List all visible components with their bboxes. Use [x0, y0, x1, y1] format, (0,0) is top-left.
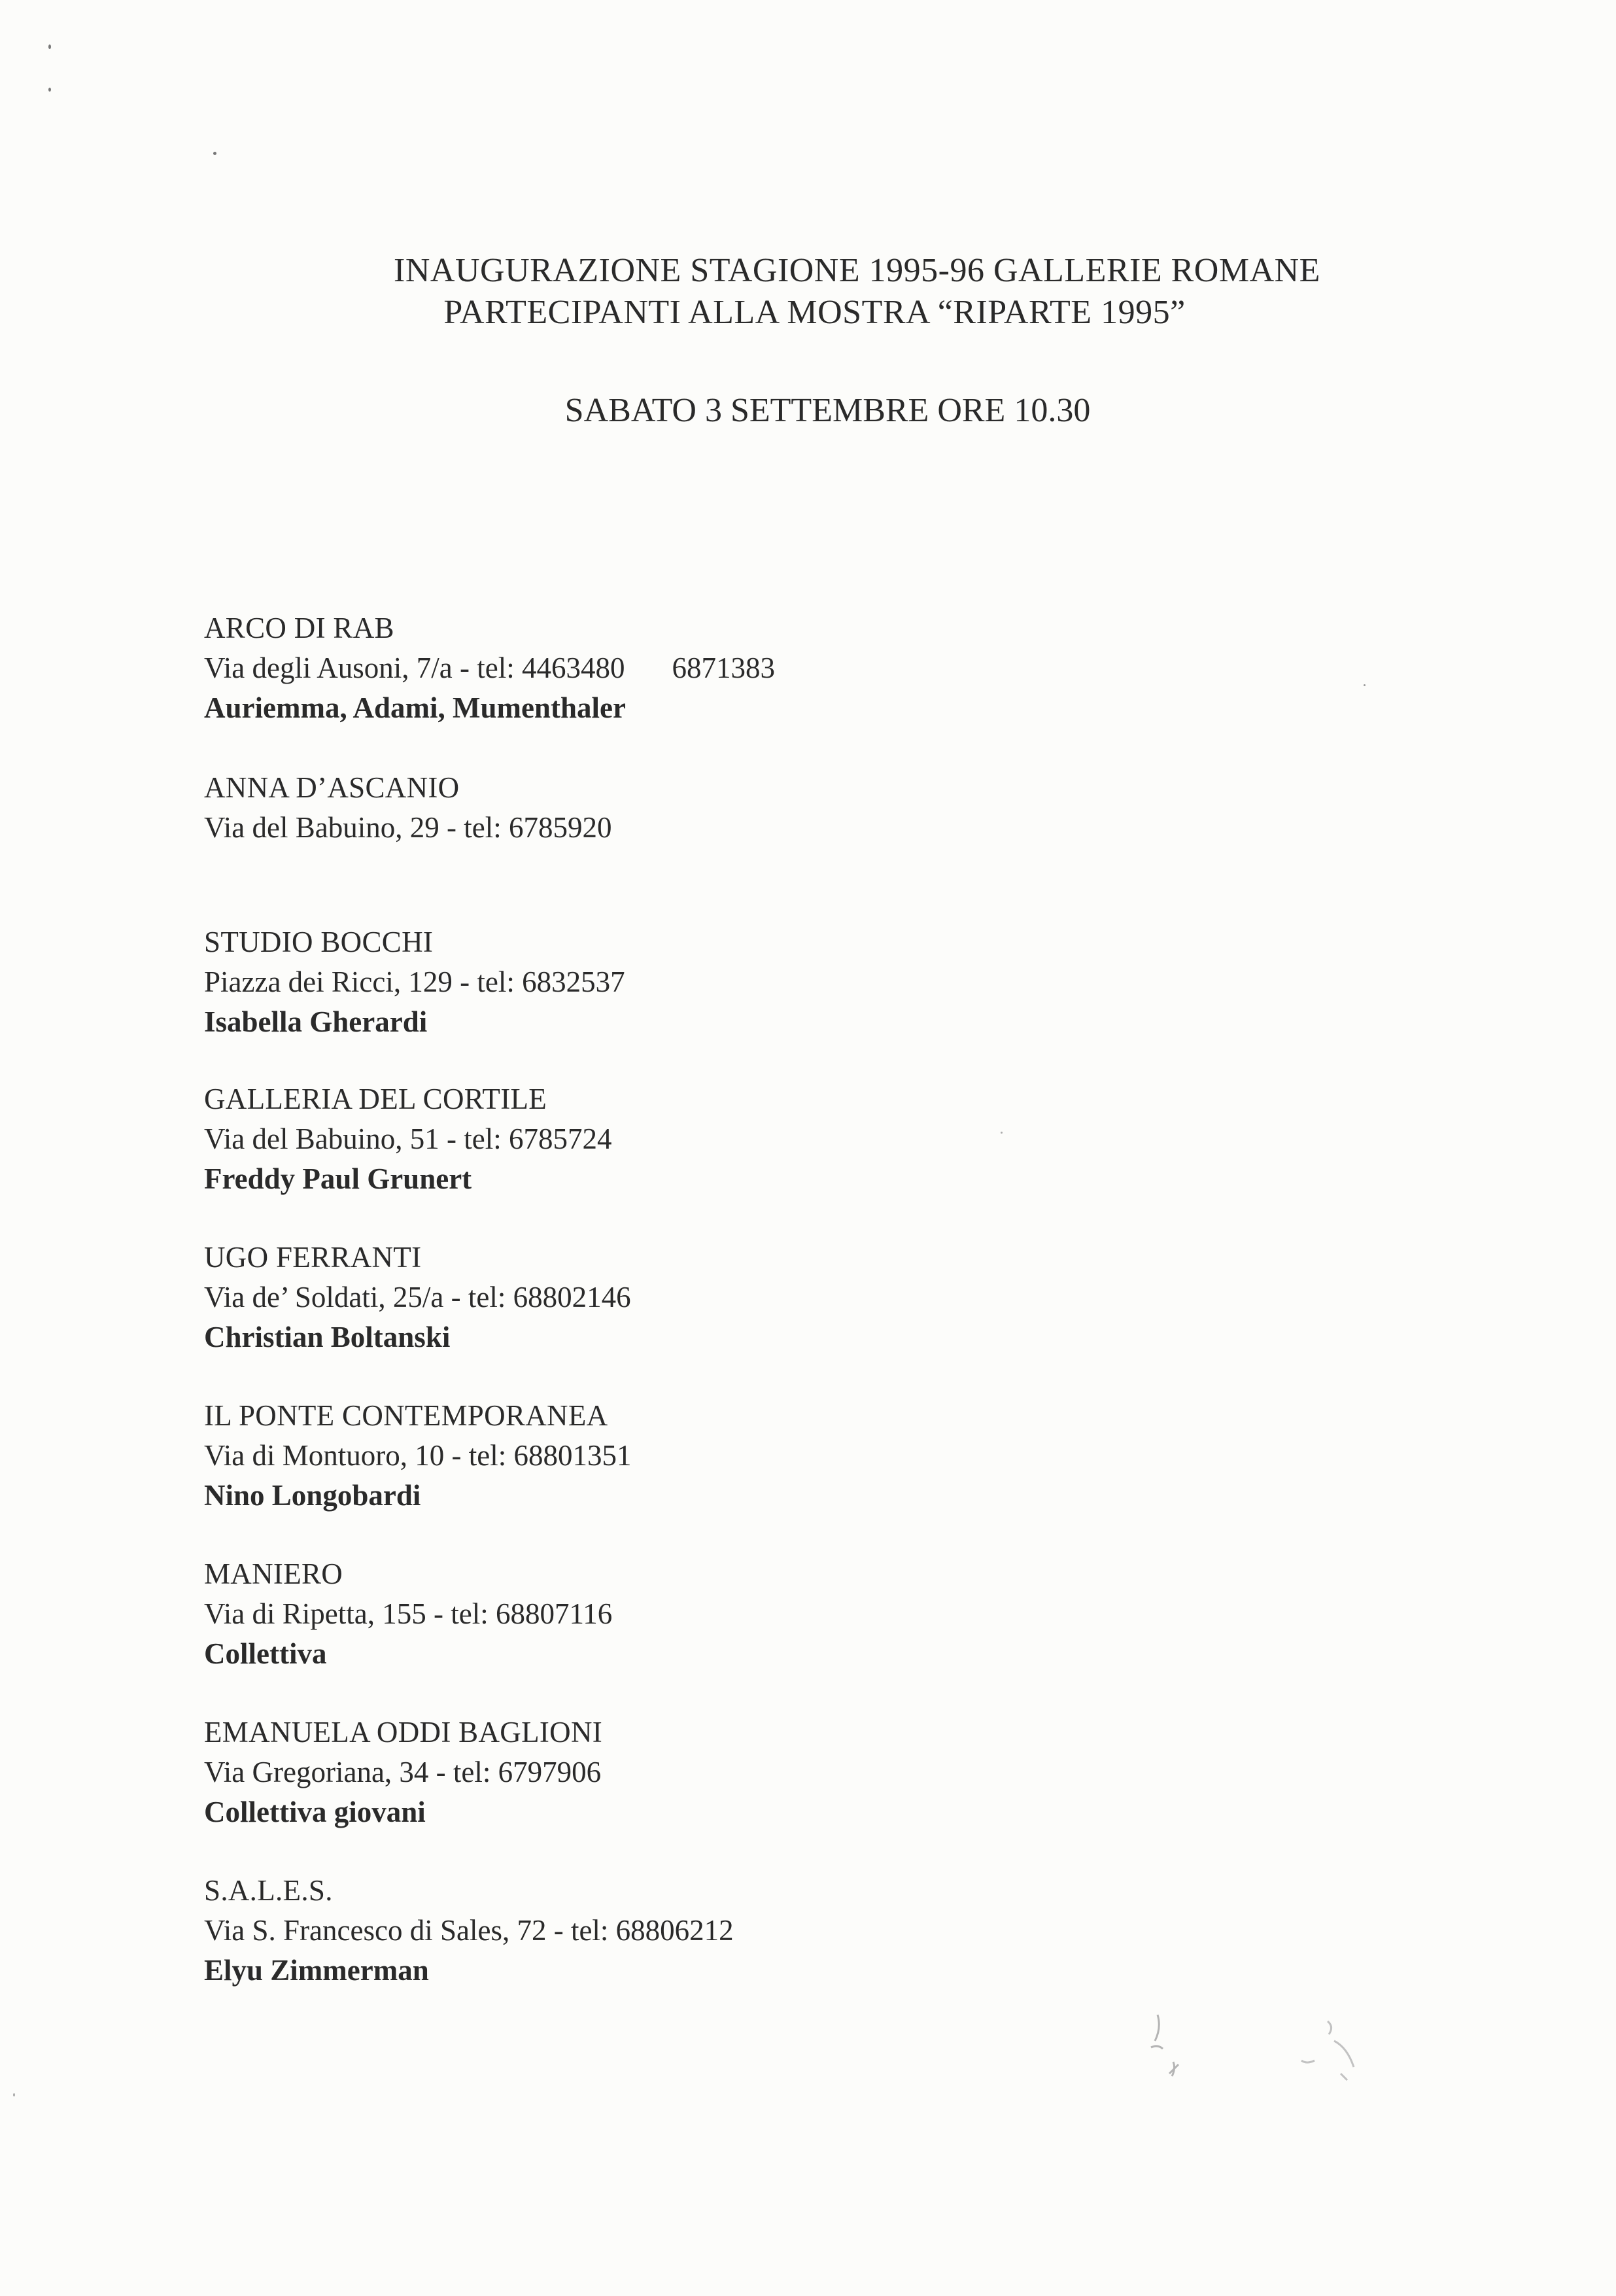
- gallery-entry: [204, 1238, 1250, 1357]
- gallery-artists: Collettiva: [204, 1637, 327, 1670]
- gallery-name: GALLERIA DEL CORTILE: [204, 1083, 547, 1115]
- gallery-artists: Isabella Gherardi: [204, 1005, 428, 1038]
- gallery-entry: [204, 922, 1250, 1042]
- scan-speck: [48, 44, 51, 49]
- gallery-artists: Collettiva giovani: [204, 1796, 426, 1828]
- gallery-entry: [204, 1871, 1250, 1991]
- gallery-extra-phone: 6871383: [672, 652, 775, 684]
- gallery-name: ARCO DI RAB: [204, 612, 394, 644]
- gallery-address: Via Gregoriana, 34 - tel: 6797906: [204, 1756, 602, 1788]
- gallery-artists: Nino Longobardi: [204, 1479, 421, 1512]
- gallery-entry: [204, 1079, 1250, 1199]
- scan-speck: [1364, 684, 1366, 686]
- gallery-entry: [204, 1396, 1250, 1516]
- gallery-entry: [204, 1713, 1250, 1832]
- document-header: [0, 250, 1616, 334]
- gallery-name: MANIERO: [204, 1557, 343, 1590]
- gallery-name: IL PONTE CONTEMPORANEA: [204, 1399, 608, 1432]
- event-date-line: SABATO 3 SETTEMBRE ORE 10.30: [564, 392, 1091, 429]
- gallery-name: ANNA D’ASCANIO: [204, 771, 460, 804]
- scan-speck: [48, 88, 51, 92]
- title-line-2: PARTECIPANTI ALLA MOSTRA “RIPARTE 1995”: [443, 294, 1186, 331]
- gallery-entry: [204, 768, 1250, 848]
- gallery-artists: Christian Boltanski: [204, 1321, 451, 1353]
- gallery-address: Piazza dei Ricci, 129 - tel: 6832537: [204, 965, 625, 998]
- gallery-name: STUDIO BOCCHI: [204, 926, 434, 958]
- gallery-address-text: Via degli Ausoni, 7/a - tel: 4463480: [204, 652, 625, 684]
- gallery-artists: Elyu Zimmerman: [204, 1954, 429, 1987]
- gallery-name: S.A.L.E.S.: [204, 1874, 333, 1907]
- gallery-address: [204, 648, 1250, 688]
- gallery-artists: Freddy Paul Grunert: [204, 1162, 472, 1195]
- scan-speck: [1001, 1132, 1003, 1134]
- scan-speck: [13, 2093, 15, 2096]
- gallery-address: Via di Ripetta, 155 - tel: 68807116: [204, 1597, 613, 1630]
- scan-speck: [213, 152, 216, 155]
- gallery-address: Via S. Francesco di Sales, 72 - tel: 68806212: [204, 1914, 734, 1947]
- gallery-name: EMANUELA ODDI BAGLIONI: [204, 1716, 603, 1748]
- pencil-mark-graphic: [1138, 2002, 1413, 2106]
- title-line-1: INAUGURAZIONE STAGIONE 1995-96 GALLERIE ROMANE: [394, 252, 1320, 289]
- gallery-address: Via de’ Soldati, 25/a - tel: 68802146: [204, 1281, 631, 1313]
- gallery-entry: [204, 1554, 1250, 1674]
- gallery-name: UGO FERRANTI: [204, 1241, 422, 1274]
- gallery-artists: Auriemma, Adami, Mumenthaler: [204, 691, 626, 724]
- gallery-entry: [204, 608, 1250, 728]
- gallery-address: Via del Babuino, 29 - tel: 6785920: [204, 811, 612, 844]
- gallery-address: Via di Montuoro, 10 - tel: 68801351: [204, 1439, 632, 1472]
- gallery-address: Via del Babuino, 51 - tel: 6785724: [204, 1122, 612, 1155]
